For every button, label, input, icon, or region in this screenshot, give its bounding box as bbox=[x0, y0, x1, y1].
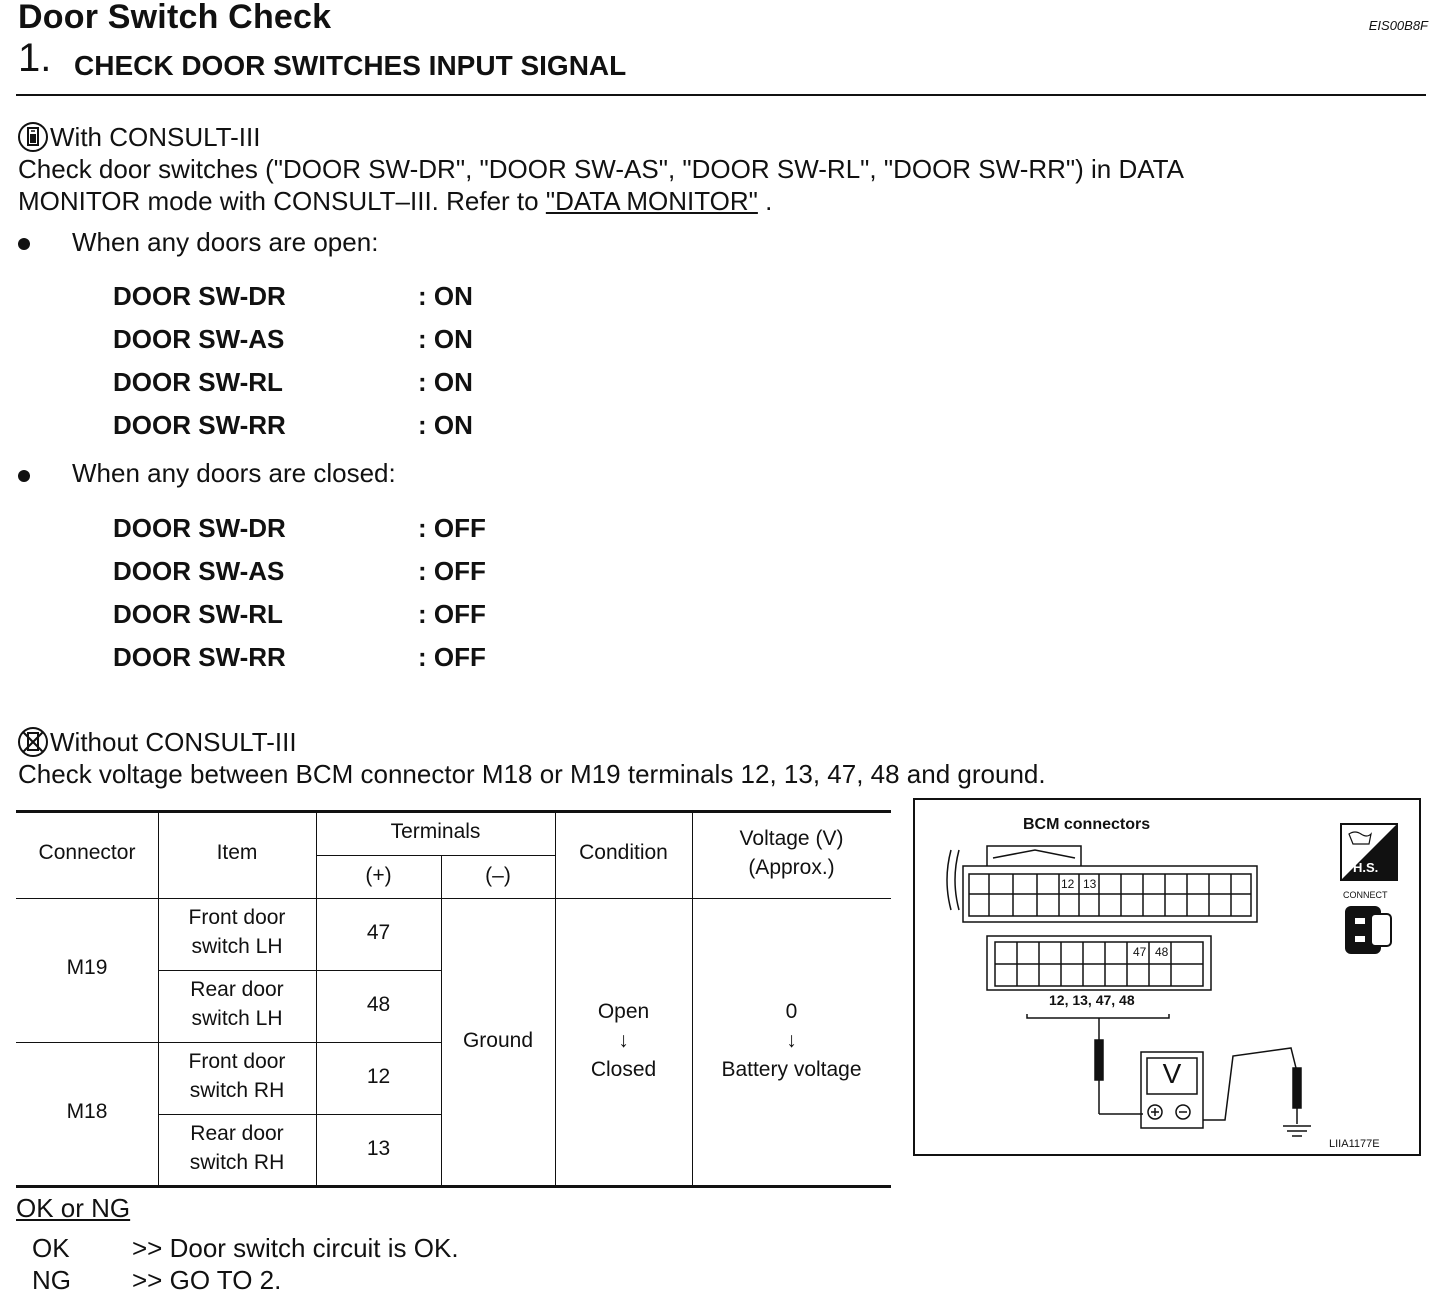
terminal-label: 12, 13, 47, 48 bbox=[1049, 992, 1135, 1008]
monitor-item-value: : OFF bbox=[418, 513, 486, 543]
item-line: switch LH bbox=[191, 935, 283, 958]
connector-m19: M19 bbox=[66, 956, 108, 979]
voltmeter-label: V bbox=[1162, 1058, 1182, 1089]
condition-from: Open bbox=[597, 1000, 650, 1023]
header-voltage-line2: (Approx.) bbox=[748, 856, 835, 879]
top-connector-icon bbox=[947, 846, 1257, 922]
monitor-item-name: DOOR SW-AS bbox=[113, 324, 285, 354]
item-line: switch RH bbox=[189, 1151, 285, 1174]
terminal-table bbox=[16, 810, 891, 1190]
monitor-item-value: : OFF bbox=[418, 599, 486, 629]
hs-label: H.S. bbox=[1353, 860, 1379, 875]
monitor-item-value: : OFF bbox=[418, 642, 486, 672]
monitor-item-value: : ON bbox=[418, 281, 473, 311]
pin-label: 48 bbox=[1155, 945, 1169, 959]
pin-label: 12 bbox=[1061, 877, 1075, 891]
header-voltage bbox=[692, 824, 891, 882]
monitor-item-name: DOOR SW-DR bbox=[113, 513, 286, 543]
doc-id: EIS00B8F bbox=[1368, 18, 1428, 33]
without-mode-heading bbox=[18, 726, 297, 758]
ok-text[interactable]: >> Door switch circuit is OK. bbox=[132, 1233, 459, 1263]
data-monitor-link[interactable]: "DATA MONITOR" bbox=[545, 186, 758, 216]
no-consult-icon bbox=[18, 727, 48, 757]
bullet-icon bbox=[18, 470, 30, 482]
ng-label: NG bbox=[32, 1265, 71, 1295]
monitor-item-name: DOOR SW-RR bbox=[113, 410, 286, 440]
table-bottom-border bbox=[16, 1185, 891, 1188]
terminal-cell: 12 bbox=[366, 1065, 391, 1088]
monitor-item-name: DOOR SW-DR bbox=[113, 281, 286, 311]
row-divider bbox=[16, 1042, 441, 1043]
result-heading: OK or NG bbox=[16, 1193, 131, 1223]
item-cell bbox=[158, 975, 316, 1033]
terminal-cell: 13 bbox=[366, 1137, 391, 1160]
consult-instruction-1: Check door switches ("DOOR SW-DR", "DOOR SW-AS", "DOOR SW-RL", "DOOR SW-RR") in DATA bbox=[18, 154, 1184, 184]
step-title: CHECK DOOR SWITCHES INPUT SIGNAL bbox=[74, 50, 627, 81]
terminal-cell: 48 bbox=[366, 993, 391, 1016]
diagram-svg bbox=[915, 800, 1419, 1154]
item-cell bbox=[158, 903, 316, 961]
consult-tool-icon bbox=[18, 122, 48, 152]
item-cell bbox=[158, 1119, 316, 1177]
header-terminals: Terminals bbox=[390, 820, 481, 843]
consult-mode-label: With CONSULT-III bbox=[50, 122, 261, 152]
monitor-item-name: DOOR SW-AS bbox=[113, 556, 285, 586]
bcm-connector-diagram bbox=[913, 798, 1421, 1156]
pin-label: 13 bbox=[1083, 877, 1097, 891]
connect-label: CONNECT bbox=[1343, 890, 1388, 900]
ok-label: OK bbox=[32, 1233, 70, 1263]
header-divider bbox=[16, 94, 1426, 96]
item-cell bbox=[158, 1047, 316, 1105]
voltage-arrow: ↓ bbox=[786, 1029, 797, 1052]
row-divider bbox=[158, 1114, 441, 1115]
voltage-cell bbox=[692, 997, 891, 1084]
monitor-item-value: : ON bbox=[418, 410, 473, 440]
condition-cell bbox=[555, 997, 692, 1084]
terminals-subheader-line bbox=[316, 855, 555, 856]
ng-text[interactable]: >> GO TO 2. bbox=[132, 1265, 282, 1295]
instruction-end: . bbox=[757, 186, 773, 216]
voltage-to: Battery voltage bbox=[721, 1058, 862, 1081]
without-instruction: Check voltage between BCM connector M18 or M19 terminals 12, 13, 47, 48 and ground. bbox=[18, 759, 1046, 789]
condition-to: Closed bbox=[590, 1058, 657, 1081]
item-line: Front door bbox=[188, 1050, 286, 1073]
closed-heading: When any doors are closed: bbox=[72, 458, 396, 488]
item-line: Rear door bbox=[190, 978, 284, 1001]
connect-plug-icon bbox=[1345, 906, 1391, 954]
open-heading: When any doors are open: bbox=[72, 227, 379, 257]
bottom-connector-icon bbox=[987, 936, 1211, 990]
figure-id: LIIA1177E bbox=[1329, 1138, 1380, 1150]
monitor-item-name: DOOR SW-RL bbox=[113, 599, 283, 629]
step-number: 1. bbox=[18, 36, 52, 80]
consult-instruction-2 bbox=[18, 185, 772, 217]
consult-mode-heading bbox=[18, 121, 260, 153]
connector-m18: M18 bbox=[66, 1100, 108, 1123]
page-title: Door Switch Check bbox=[18, 0, 332, 36]
monitor-item-name: DOOR SW-RL bbox=[113, 367, 283, 397]
without-mode-label: Without CONSULT-III bbox=[50, 727, 297, 757]
instruction-text: MONITOR mode with CONSULT–III. Refer to bbox=[18, 186, 546, 216]
condition-arrow: ↓ bbox=[618, 1029, 629, 1052]
header-connector: Connector bbox=[38, 841, 136, 864]
header-plus: (+) bbox=[365, 864, 392, 887]
header-condition: Condition bbox=[579, 841, 668, 864]
monitor-item-value: : OFF bbox=[418, 556, 486, 586]
col-divider bbox=[441, 855, 442, 1185]
header-voltage-line1: Voltage (V) bbox=[739, 827, 844, 850]
ground-cell: Ground bbox=[462, 1029, 534, 1052]
terminal-cell: 47 bbox=[366, 921, 391, 944]
header-item: Item bbox=[216, 841, 258, 864]
header-minus: (–) bbox=[485, 864, 511, 887]
monitor-item-name: DOOR SW-RR bbox=[113, 642, 286, 672]
monitor-item-value: : ON bbox=[418, 324, 473, 354]
item-line: Front door bbox=[188, 906, 286, 929]
row-divider bbox=[158, 970, 441, 971]
bullet-icon bbox=[18, 238, 30, 250]
voltage-from: 0 bbox=[785, 1000, 798, 1023]
header-bottom-line bbox=[16, 898, 891, 899]
item-line: switch LH bbox=[191, 1007, 283, 1030]
item-line: switch RH bbox=[189, 1079, 285, 1102]
table-top-border bbox=[16, 810, 891, 813]
diagram-title: BCM connectors bbox=[1023, 816, 1151, 833]
item-line: Rear door bbox=[190, 1122, 284, 1145]
pin-label: 47 bbox=[1133, 945, 1147, 959]
monitor-item-value: : ON bbox=[418, 367, 473, 397]
